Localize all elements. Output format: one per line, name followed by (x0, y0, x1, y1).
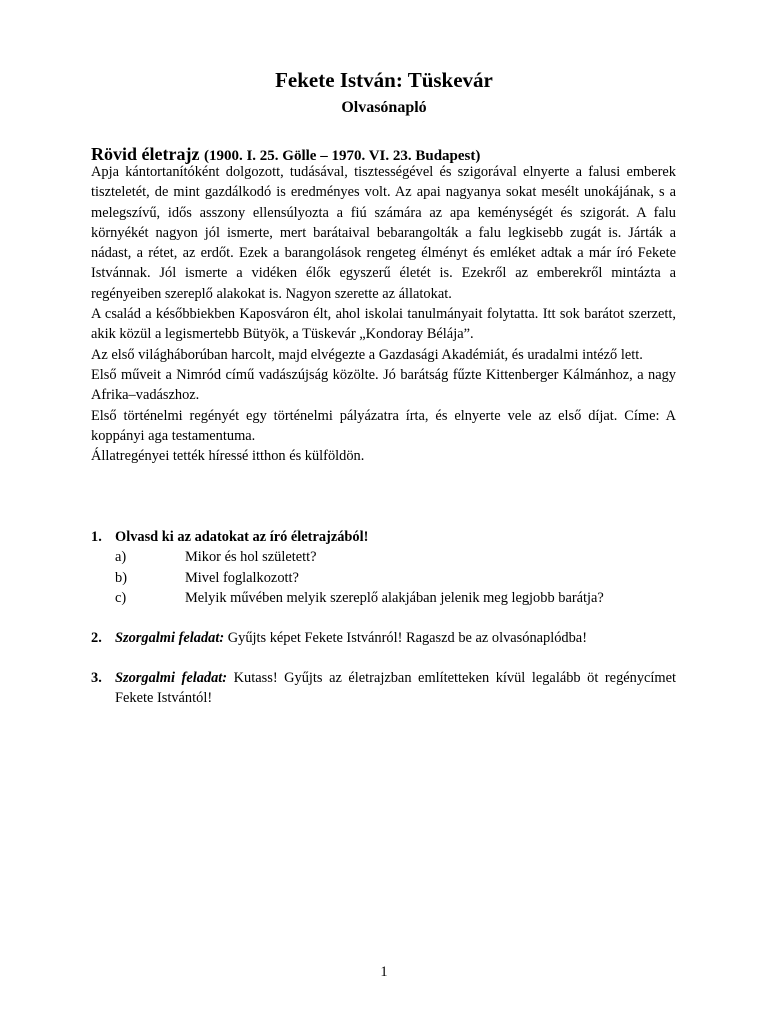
bio-paragraph: Első történelmi regényét egy történelmi pályázatra írta, és elnyerte vele az első díjat. Címe: A koppányi aga testamentuma. (91, 407, 676, 444)
question-2 (91, 628, 676, 648)
question-body: Gyűjts képet Fekete Istvánról! Ragaszd be az olvasónaplódba! (224, 630, 587, 646)
question-1 (91, 527, 676, 608)
bio-paragraph: Apja kántortanítóként dolgozott, tudásával, tisztességével és szigorával elnyerte a falusi emberek tiszteletét, de mint gazdálkodó is eredményes volt. Az apai nagyanya sokat mesélt unokájának, s a melegszívű, idős asszony ellensúlyozta a fiú számára az apa keménységét és szigorát. A falu környékét nagyon jól ismerte, mert barátaival bebarangolták a falu legkisebb zugát is. Járták a nádast, a rétet, az erdőt. Ezek a barangolások rengeteg élményt és emléket adtak a már író Fekete Istvánnak. Jól ismerte a vidéken élők egyszerű életét is. Ezekről az emberekről mintázta a regényeiben szereplő alakokat is. Nagyon szerette az állatokat. (91, 164, 676, 302)
bio-paragraph: Az első világháborúban harcolt, majd elvégezte a Gazdasági Akadémiát, és uradalmi intéző lett. (91, 346, 643, 363)
question-text: Olvasd ki az adatokat az író életrajzából! (115, 529, 369, 545)
question-label: Szorgalmi feladat: (115, 630, 225, 646)
sub-question-text: Mikor és hol született? (185, 549, 317, 566)
document-title: Fekete István: Tüskevár (275, 68, 493, 92)
sub-question-letter: a) (115, 549, 127, 566)
biography-text (91, 162, 676, 466)
sub-question (115, 568, 676, 588)
bio-paragraph: A család a későbbiekben Kaposváron élt, ahol iskolai tanulmányait folytatta. Itt sok barátot szerzett, akik közül a legismertebb Bütyök, a Tüskevár „Kondoray Bélája”. (91, 306, 676, 343)
sub-question (115, 547, 676, 567)
question-text (115, 668, 676, 709)
bio-heading-label: Rövid életrajz (91, 144, 200, 164)
question-body: Kutass! Gyűjts az életrajzban említetteken kívül legalább öt regénycímet Fekete Istvántól! (115, 670, 677, 707)
bio-paragraph: Első műveit a Nimród című vadászújság közölte. Jó barátság fűzte Kittenberger Kálmánhoz, a nagy Afrika–vadászhoz. (91, 366, 676, 404)
sub-question-text: Mivel foglalkozott? (185, 569, 299, 586)
document-subtitle: Olvasónapló (341, 99, 427, 116)
sub-question-text: Melyik művében melyik szereplő alakjában jelenik meg legjobb barátja? (185, 589, 604, 606)
bio-paragraph: Állatregényei tették híressé itthon és külföldön. (91, 448, 365, 465)
question-3 (91, 668, 676, 709)
sub-question-letter: b) (115, 569, 127, 586)
sub-question-letter: c) (115, 589, 127, 606)
question-label: Szorgalmi feladat: (115, 670, 228, 686)
question-number: 3. (91, 670, 102, 686)
question-number: 2. (91, 630, 102, 646)
sub-question (115, 588, 676, 608)
bio-dates: (1900. I. 25. Gölle – 1970. VI. 23. Budapest) (203, 148, 481, 164)
question-text (115, 628, 676, 648)
page-number: 1 (380, 964, 388, 980)
question-number: 1. (91, 529, 102, 545)
